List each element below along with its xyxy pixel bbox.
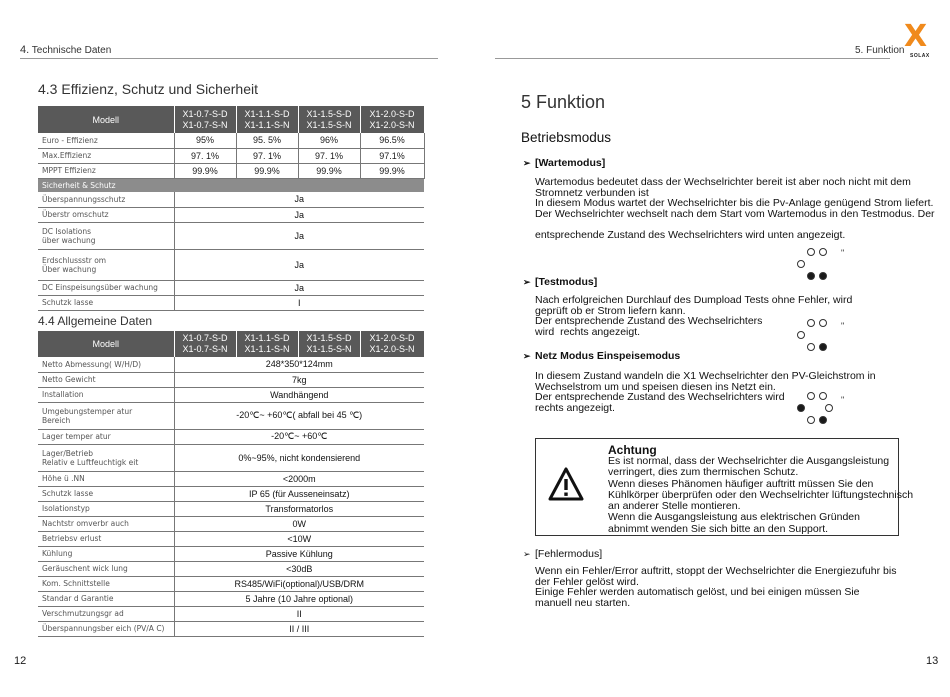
safety-subheading-row (38, 178, 424, 192)
led-icon (819, 416, 827, 424)
model-name: X1-0.7-S-D X1-0.7-S-N (174, 106, 236, 133)
mode-text-testmodus: Nach erfolgreichen Durchlauf des Dumpload Tests ohne Fehler, wird geprüft ob er Strom liefern kann. Der entsprechende Zustand des Wechselrichters wird rechts angezeigt. (535, 294, 853, 338)
table-row (38, 429, 424, 444)
row-value: -20℃~ +60℃( abfall bei 45 ℃) (174, 402, 424, 429)
right-page (475, 0, 950, 697)
led-quote-mark: " (841, 395, 845, 405)
led-icon (819, 392, 827, 400)
mode-heading-testmodus: ➢ [Testmodus] (523, 276, 598, 288)
model-label: Modell (38, 331, 174, 357)
table-row (38, 207, 424, 222)
row-label: Überspannungsber eich (PV/A C) (38, 621, 174, 636)
row-label: Kom. Schnittstelle (38, 576, 174, 591)
led-icon (819, 248, 827, 256)
table-row (38, 192, 424, 207)
model-name: X1-1.1-S-D X1-1.1-S-N (236, 331, 298, 357)
cell-value: 97. 1% (236, 148, 298, 163)
model-header-row (38, 331, 424, 357)
table-row (38, 471, 424, 486)
row-label: Isolationstyp (38, 501, 174, 516)
row-value: I (174, 295, 424, 310)
chapter-number: 4. (20, 44, 30, 56)
table-row (38, 444, 424, 471)
page-number-right: 13 (926, 655, 939, 667)
section-heading: Betriebsmodus (521, 130, 612, 145)
general-data-table (38, 331, 425, 637)
row-value: 7kg (174, 372, 424, 387)
table-row (38, 295, 424, 310)
row-label: Netto Abmessung( W/H/D) (38, 357, 174, 372)
warning-title: Achtung (608, 443, 657, 457)
row-label: Euro - Effizienz (38, 133, 174, 148)
general-data-rows (38, 357, 424, 636)
header-rule (495, 58, 890, 59)
running-header-left (20, 44, 111, 56)
led-icon (797, 331, 805, 339)
cell-value: 97. 1% (298, 148, 360, 163)
cell-value: 96.5% (360, 133, 424, 148)
led-icon (819, 343, 827, 351)
row-value: Ja (174, 222, 424, 249)
led-icon (807, 319, 815, 327)
led-quote-mark: " (841, 321, 845, 331)
led-icon (807, 343, 815, 351)
model-name: X1-1.5-S-D X1-1.5-S-N (298, 331, 360, 357)
chapter-heading: 5 Funktion (521, 92, 606, 112)
table-row (38, 576, 424, 591)
header-rule (20, 58, 438, 59)
row-label: Installation (38, 387, 174, 402)
logo-x-mark: X (904, 19, 928, 54)
running-header-right: 5. Funktion (855, 45, 905, 56)
led-icon (807, 416, 815, 424)
cell-value: 97.1% (360, 148, 424, 163)
model-name: X1-1.5-S-D X1-1.5-S-N (298, 106, 360, 133)
row-label: Standar d Garantie (38, 591, 174, 606)
table-row (38, 606, 424, 621)
cell-value: 99.9% (360, 163, 424, 178)
safety-heading: Sicherheit & Schutz (38, 178, 424, 192)
row-label: Kühlung (38, 546, 174, 561)
cell-value: 99.9% (174, 163, 236, 178)
logo-wordmark: SOLAX (910, 53, 930, 59)
row-value: 248*350*124mm (174, 357, 424, 372)
table-row (38, 280, 424, 295)
row-value: <2000m (174, 471, 424, 486)
row-value: Transformatorlos (174, 501, 424, 516)
row-label: DC Einspeisungsüber wachung (38, 280, 174, 295)
cell-value: 95. 5% (236, 133, 298, 148)
mode-text-wartemodus: Wartemodus bedeutet dass der Wechselrichter bereit ist aber noch nicht mit dem Stromnetz verbunden ist In diesem Modus wartet der Wechselrichter bis die Pv-Anlage genügend Strom liefert. Der Wechselrichter wechselt nach dem Start vom Wartemodus in den Testmodus. Der entsprechende Zustand des Wechselrichters wird unten angezeigt. (535, 176, 935, 241)
arrow-icon: ➢ (523, 158, 531, 168)
row-value: IP 65 (für Ausseneinsatz) (174, 486, 424, 501)
warning-box (535, 438, 914, 536)
solax-logo (898, 19, 938, 64)
row-label: Lager/Betrieb Relativ e Luftfeuchtigk eit (38, 444, 174, 471)
model-header-row (38, 106, 424, 133)
row-value: <10W (174, 531, 424, 546)
model-name: X1-0.7-S-D X1-0.7-S-N (174, 331, 236, 357)
led-indicator-wartemodus (797, 248, 837, 280)
efficiency-table (38, 106, 425, 311)
arrow-icon: ➢ (523, 351, 531, 361)
table-row (38, 621, 424, 636)
table-row (38, 546, 424, 561)
row-label: Höhe ü .NN (38, 471, 174, 486)
row-label: Netto Gewicht (38, 372, 174, 387)
led-icon (807, 248, 815, 256)
led-icon (819, 319, 827, 327)
warning-text: Es ist normal, dass der Wechselrichter die Ausgangsleistung verringert, dies zum thermischen Schutz. Wenn dieses Phänomen häufiger auftritt müssen Sie den Kühlkörper überprüfen oder den Wechselrichter lüftungstechnisch an anderer Stelle montieren. Wenn die Ausgangsleistung aus elektrischen Gründen abnimmt wenden Sie sich bitte an den Support. (608, 455, 914, 535)
row-value: 0%~95%, nicht kondensierend (174, 444, 424, 471)
led-icon (807, 272, 815, 280)
led-indicator-testmodus (797, 319, 837, 351)
mode-text-fehlermodus: Wenn ein Fehler/Error auftritt, stoppt der Wechselrichter die Energiezufuhr bis der Fehler gelöst wird. Einige Fehler werden automatisch gelöst, und bei einigen müssen Sie manuell neu starten. (535, 565, 897, 609)
led-indicator-netzmodus (797, 392, 837, 424)
row-label: Schutzk lasse (38, 486, 174, 501)
table-row (38, 591, 424, 606)
table-row (38, 387, 424, 402)
mode-heading-fehlermodus: ➢ [Fehlermodus] (523, 548, 603, 560)
led-icon (825, 404, 833, 412)
row-label: Max.Effizienz (38, 148, 174, 163)
cell-value: 99.9% (236, 163, 298, 178)
warning-triangle-icon (548, 467, 584, 501)
table-row (38, 486, 424, 501)
led-icon (819, 272, 827, 280)
section-title-4-3: 4.3 Effizienz, Schutz und Sicherheit (38, 81, 258, 97)
table-row (38, 133, 424, 148)
cell-value: 99.9% (298, 163, 360, 178)
row-label: MPPT Effizienz (38, 163, 174, 178)
model-name: X1-1.1-S-D X1-1.1-S-N (236, 106, 298, 133)
table-row (38, 402, 424, 429)
row-label: Überspannungsschutz (38, 192, 174, 207)
mode-heading-netzmodus: ➢ Netz Modus Einspeisemodus (523, 350, 681, 362)
arrow-icon: ➢ (523, 277, 531, 287)
row-value: <30dB (174, 561, 424, 576)
chapter-title: Technische Daten (31, 45, 112, 56)
row-value: RS485/WiFi(optional)/USB/DRM (174, 576, 424, 591)
table-row (38, 249, 424, 280)
cell-value: 95% (174, 133, 236, 148)
arrow-icon: ➢ (523, 549, 531, 559)
mode-heading-wartemodus: ➢ [Wartemodus] (523, 157, 606, 169)
row-value: Passive Kühlung (174, 546, 424, 561)
row-value: Ja (174, 249, 424, 280)
row-label: Nachtstr omverbr auch (38, 516, 174, 531)
row-label: Betriebsv erlust (38, 531, 174, 546)
row-value: Ja (174, 280, 424, 295)
row-label: Lager temper atur (38, 429, 174, 444)
section-title-4-4: 4.4 Allgemeine Daten (38, 314, 153, 328)
row-value: 0W (174, 516, 424, 531)
table-row (38, 501, 424, 516)
row-value: 5 Jahre (10 Jahre optional) (174, 591, 424, 606)
model-label: Modell (38, 106, 174, 133)
row-value: II / III (174, 621, 424, 636)
table-row (38, 357, 424, 372)
row-label: Überstr omschutz (38, 207, 174, 222)
row-label: Verschmutzungsgr ad (38, 606, 174, 621)
row-value: Wandhängend (174, 387, 424, 402)
table-row (38, 372, 424, 387)
row-label: DC Isolations über wachung (38, 222, 174, 249)
table-row (38, 516, 424, 531)
model-name: X1-2.0-S-D X1-2.0-S-N (360, 331, 424, 357)
mode-text-netzmodus: In diesem Zustand wandeln die X1 Wechselrichter den PV-Gleichstrom in Wechselstrom um und speisen diesen ins Netzt ein. Der entsprechende Zustand des Wechselrichters wird rechts angezeigt. (535, 370, 876, 414)
row-label: Umgebungstemper atur Bereich (38, 402, 174, 429)
row-value: II (174, 606, 424, 621)
cell-value: 97. 1% (174, 148, 236, 163)
led-icon (797, 404, 805, 412)
table-row (38, 148, 424, 163)
table-row (38, 163, 424, 178)
row-value: -20℃~ +60℃ (174, 429, 424, 444)
table-row (38, 222, 424, 249)
table-row (38, 531, 424, 546)
led-quote-mark: " (841, 248, 845, 258)
led-icon (807, 392, 815, 400)
row-label: Schutzk lasse (38, 295, 174, 310)
row-label: Geräuschent wick lung (38, 561, 174, 576)
cell-value: 96% (298, 133, 360, 148)
page-number-left: 12 (14, 655, 27, 667)
table-row (38, 561, 424, 576)
model-name: X1-2.0-S-D X1-2.0-S-N (360, 106, 424, 133)
row-label: Erdschlussstr om Über wachung (38, 249, 174, 280)
led-icon (797, 260, 805, 268)
row-value: Ja (174, 192, 424, 207)
row-value: Ja (174, 207, 424, 222)
